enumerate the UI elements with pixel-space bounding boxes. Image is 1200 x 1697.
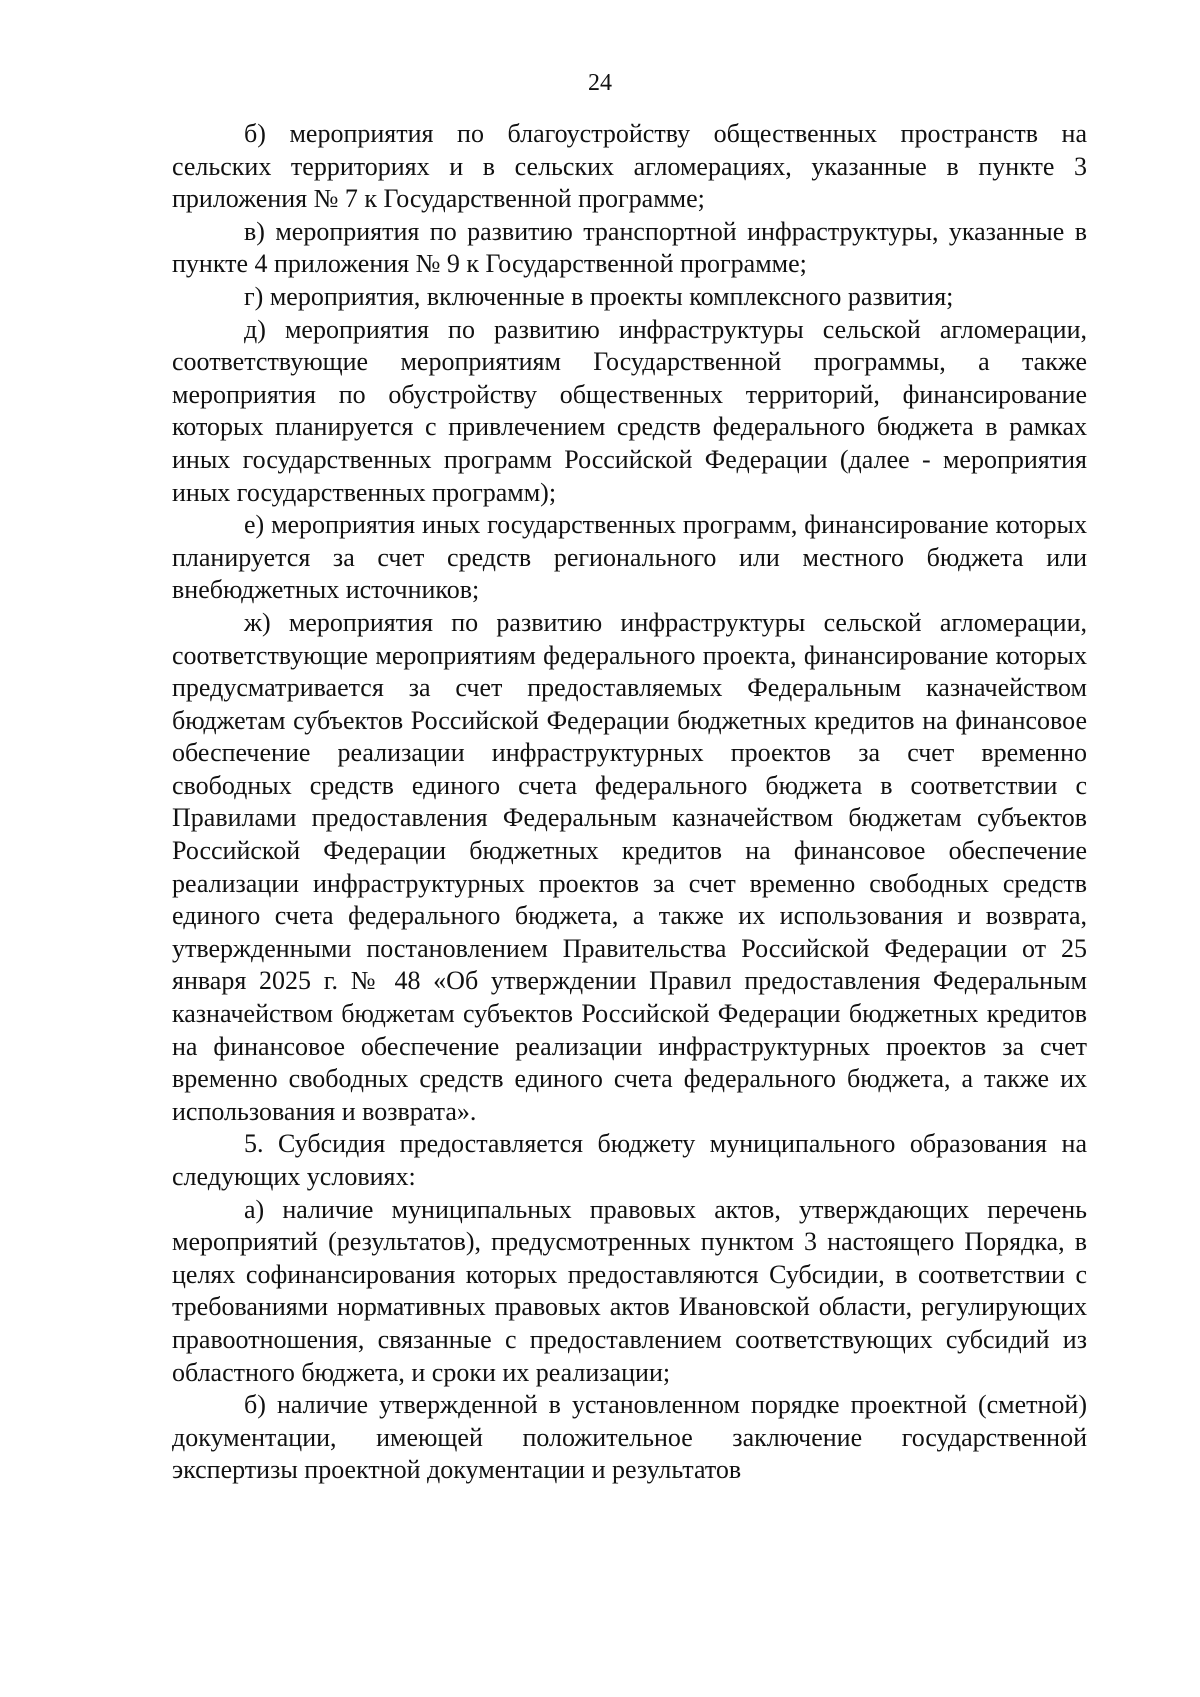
paragraph-condition-a: а) наличие муниципальных правовых актов, утверждающих перечень мероприятий (результатов), предусмотренных пунктом 3 настоящего Порядка, в целях софинансирования которых предоставляются Субсидии, в соответствии с требованиями нормативных правовых актов Ивановской области, регулирующих правоотношения, связанные с предоставлением соответствующих субсидий из областного бюджета, и сроки их реализации; <box>172 1194 1087 1387</box>
paragraph-condition-b: б) наличие утвержденной в установленном порядке проектной (сметной) документации, имеющей положительное заключение государственной экспертизы проектной документации и результатов <box>172 1390 1087 1485</box>
paragraph-item-e: е) мероприятия иных государственных программ, финансирование которых планируется за счет средств регионального или местного бюджета или внебюджетных источников; <box>172 510 1087 605</box>
page-number: 24 <box>588 70 612 96</box>
document-body <box>172 118 1087 1487</box>
paragraph-item-v: в) мероприятия по развитию транспортной инфраструктуры, указанные в пункте 4 приложения № 9 к Государственной программе; <box>172 216 1087 279</box>
paragraph-item-b: б) мероприятия по благоустройству общественных пространств на сельских территориях и в сельских агломерациях, указанные в пункте 3 приложения № 7 к Государственной программе; <box>172 119 1087 214</box>
paragraph-item-d: д) мероприятия по развитию инфраструктуры сельской агломерации, соответствующие мероприятиям Государственной программы, а также мероприятия по обустройству общественных территорий, финансирование которых планируется с привлечением средств федерального бюджета в рамках иных государственных программ Российской Федерации (далее - мероприятия иных государственных программ); <box>172 314 1087 507</box>
paragraph-item-g: г) мероприятия, включенные в проекты комплексного развития; <box>244 281 954 311</box>
paragraph-section-5: 5. Субсидия предоставляется бюджету муниципального образования на следующих условиях: <box>172 1129 1087 1191</box>
paragraph-item-zh: ж) мероприятия по развитию инфраструктуры сельской агломерации, соответствующие мероприятиям федерального проекта, финансирование которых предусматривается за счет предоставляемых Федеральным казначейством бюджетам субъектов Российской Федерации бюджетных кредитов на финансовое обеспечение реализации инфраструктурных проектов за счет временно свободных средств единого счета федерального бюджета в соответствии с Правилами предоставления Федеральным казначейством бюджетам субъектов Российской Федерации бюджетных кредитов на финансовое обеспечение реализации инфраструктурных проектов за счет временно свободных средств единого счета федерального бюджета, а также их использования и возврата, утвержденными постановлением Правительства Российской Федерации от 25 января 2025 г. № 48 «Об утверждении Правил предоставления Федеральным казначейством бюджетам субъектов Российской Федерации бюджетных кредитов на финансовое обеспечение реализации инфраструктурных проектов за счет временно свободных средств единого счета федерального бюджета, а также их использования и возврата». <box>172 607 1087 1126</box>
